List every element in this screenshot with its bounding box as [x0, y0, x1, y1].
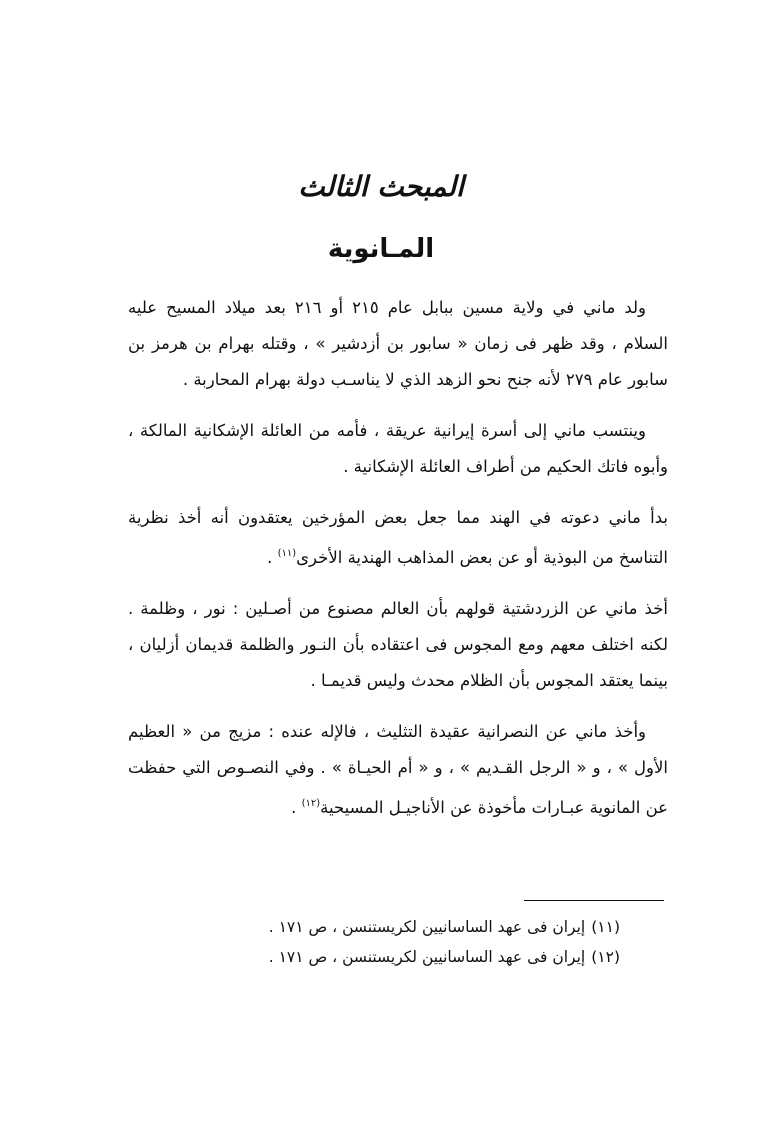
footnote-text: إيران فى عهد الساسانيين لكريستنسن ، ص ١٧١ . — [268, 918, 586, 936]
footnote-number: (١١) — [591, 918, 620, 936]
paragraph-text: وأخذ ماني عن النصرانية عقيدة التثليث ، فالإله عنده : مزيج من « العظيم الأول » ، و « الرجل القـديم » ، و « أم الحيـاة » . وفي النصـوص التي حفظت عن المانوية عبـارات مأخوذة عن الأناجيـل المسيحية — [128, 722, 668, 817]
footnote-item — [150, 942, 620, 972]
paragraph-india — [128, 500, 668, 576]
footnote-ref: (١١) — [277, 548, 297, 559]
paragraph-text: وينتسب ماني إلى أسرة إيرانية عريقة ، فأمه من العائلة الإشكانية المالكة ، وأبوه فاتك الحكيم من أطراف العائلة الإشكانية . — [128, 421, 668, 476]
section-title: المبحث الثالث — [298, 170, 464, 203]
footnote-item — [150, 912, 620, 942]
paragraph-tail: . — [291, 798, 302, 817]
footnote-divider — [524, 900, 664, 901]
paragraph-lineage — [128, 413, 668, 485]
paragraph-text: بدأ ماني دعوته في الهند مما جعل بعض المؤرخين يعتقدون أنه أخذ نظرية التناسخ من البوذية أو عن بعض المذاهب الهندية الأخرى — [128, 508, 668, 567]
paragraph-text: ولد ماني في ولاية مسين ببابل عام ٢١٥ أو ٢١٦ بعد ميلاد المسيح عليه السلام ، وقد ظهر فى زمان « سابور بن أزدشير » ، وقتله بهرام بن هرمز بن سابور عام ٢٧٩ لأنه جنح نحو الزهد الذي لا يناسـب دولة بهرام المحاربة . — [128, 298, 668, 389]
section-subtitle: المـانوية — [327, 234, 435, 264]
footnote-ref: (١٢) — [301, 798, 321, 809]
footnote-text: إيران فى عهد الساسانيين لكريستنسن ، ص ١٧١ . — [268, 948, 586, 966]
footnotes — [150, 912, 620, 972]
paragraph-christian — [128, 714, 668, 826]
paragraph-text: أخذ ماني عن الزردشتية قولهم بأن العالم مصنوع من أصـلين : نور ، وظلمة . لكنه اختلف معهم ومع المجوس فى اعتقاده بأن النـور والظلمة قديمان أزليان ، بينما يعتقد المجوس بأن الظلام محدث وليس قديمـا . — [128, 599, 668, 690]
footnote-number: (١٢) — [591, 948, 620, 966]
body-text — [128, 290, 668, 841]
paragraph-zoroastrian — [128, 591, 668, 699]
paragraph-birth — [128, 290, 668, 398]
paragraph-tail: . — [267, 548, 278, 567]
